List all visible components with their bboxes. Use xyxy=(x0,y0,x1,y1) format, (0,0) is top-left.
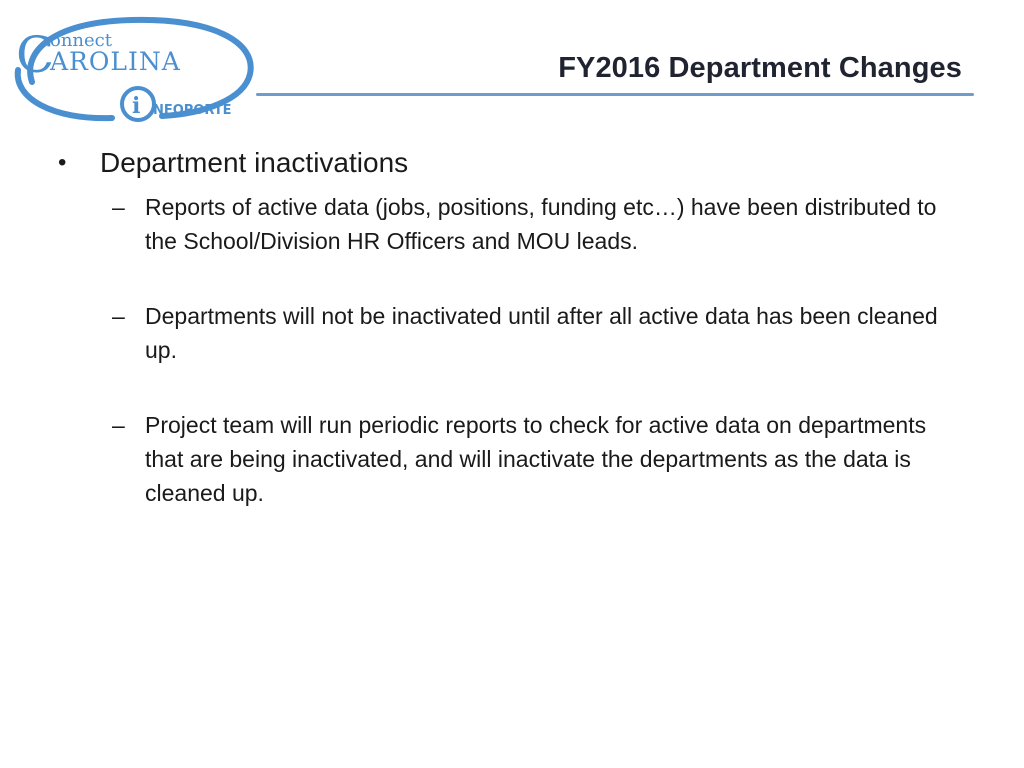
sub-bullet-item xyxy=(112,190,978,258)
logo-sub-text: NFOPORTE xyxy=(153,103,232,118)
logo-sub-initial: i xyxy=(132,93,141,119)
sub-bullet-text: Project team will run periodic reports to check for active data on departments that are being inactivated, and will inactivate the departments as the data is cleaned up. xyxy=(145,412,927,506)
sub-bullet-text: Reports of active data (jobs, positions, funding etc…) have been distributed to the School/Division HR Officers and MOU leads. xyxy=(145,194,937,254)
logo-graphic xyxy=(12,12,262,132)
logo-wordmark-top: onnect xyxy=(50,30,112,51)
logo-wordmark-main: AROLINA xyxy=(50,47,181,76)
logo-initial-c: C xyxy=(16,26,55,84)
sub-bullet-item xyxy=(112,299,978,367)
dash-glyph: – xyxy=(112,412,125,438)
bullet-label: Department inactivations xyxy=(100,147,409,178)
dash-glyph: – xyxy=(112,194,125,220)
connect-carolina-infoporte-logo xyxy=(12,12,262,132)
bullet-item xyxy=(58,146,978,180)
slide-title: FY2016 Department Changes xyxy=(558,52,962,84)
sub-bullet-list xyxy=(112,190,978,510)
sub-bullet-item xyxy=(112,408,978,510)
title-underline xyxy=(256,93,974,96)
bullet-glyph: • xyxy=(58,149,67,176)
sub-bullet-text: Departments will not be inactivated until after all active data has been cleaned up. xyxy=(145,303,938,363)
slide-content xyxy=(58,146,978,551)
dash-glyph: – xyxy=(112,303,125,329)
